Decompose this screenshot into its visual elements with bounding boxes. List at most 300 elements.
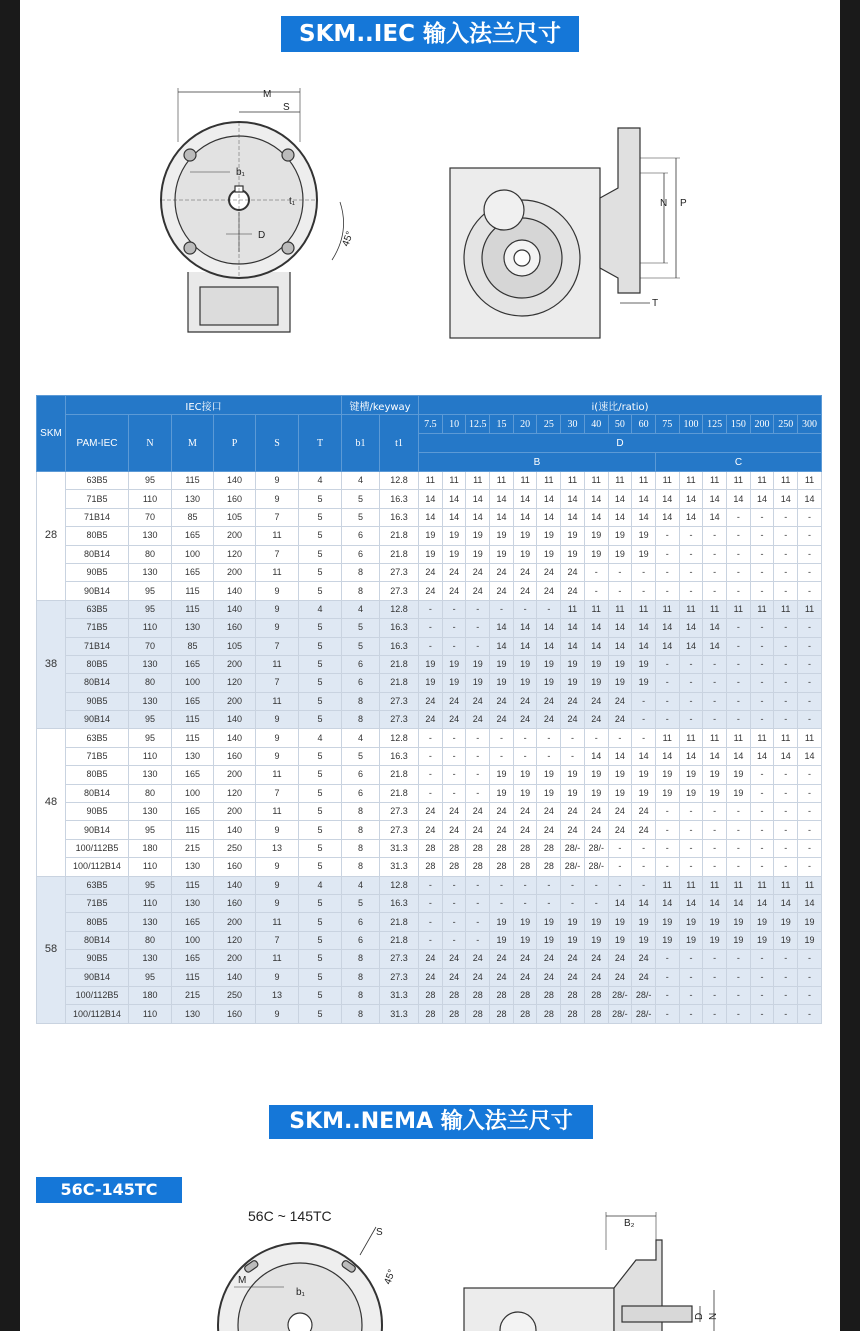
table-cell: 14 [608,894,632,912]
label-nema-B2: B₂ [624,1218,635,1229]
pam-iec-cell: 80B5 [66,913,129,931]
table-cell: 5 [299,747,342,765]
table-cell: 19 [608,766,632,784]
pam-iec-cell: 90B5 [66,950,129,968]
table-cell: 9 [256,894,299,912]
skm-size-cell: 28 [37,472,66,601]
table-cell: 5 [299,490,342,508]
table-cell: - [726,711,750,729]
table-cell: 110 [129,1005,172,1023]
table-cell: 110 [129,858,172,876]
table-cell: 4 [342,600,380,618]
table-cell: 21.8 [380,545,419,563]
table-cell: 21.8 [380,655,419,673]
table-cell: 28 [513,986,537,1004]
table-cell: 130 [129,563,172,581]
table-cell: 80 [129,784,172,802]
table-row [37,563,822,581]
table-cell: 28 [537,858,561,876]
table-cell: - [750,766,774,784]
table-cell: 14 [679,747,703,765]
pam-iec-cell: 63B5 [66,472,129,490]
table-cell: - [679,858,703,876]
table-cell: 5 [299,563,342,581]
table-cell: 180 [129,986,172,1004]
table-cell: 24 [419,563,443,581]
table-cell: 19 [419,655,443,673]
table-cell: 28/- [632,1005,656,1023]
table-cell: 28 [561,986,585,1004]
label-nema-D: D [694,1312,705,1320]
table-cell: 19 [490,784,514,802]
table-cell: 14 [655,490,679,508]
table-cell: - [774,986,798,1004]
table-cell: - [703,527,727,545]
skm-size-cell: 58 [37,876,66,1023]
table-cell: - [750,950,774,968]
table-cell: 19 [632,674,656,692]
table-cell: 19 [608,674,632,692]
table-cell: 180 [129,839,172,857]
table-cell: - [584,582,608,600]
table-cell: 24 [442,968,466,986]
table-cell: 11 [798,600,822,618]
table-cell: 14 [513,619,537,637]
table-cell: 11 [774,876,798,894]
table-cell: 200 [214,692,256,710]
table-cell: 11 [703,600,727,618]
header-iec: IEC接口 [66,396,342,415]
table-cell: 28/- [584,858,608,876]
table-cell: 9 [256,619,299,637]
table-cell: 19 [513,784,537,802]
nema-front-view-drawing [200,1205,400,1331]
table-cell: 24 [466,692,490,710]
table-cell: 19 [726,784,750,802]
table-cell: - [679,803,703,821]
table-cell: 5 [299,619,342,637]
table-cell: 27.3 [380,563,419,581]
table-cell: - [419,913,443,931]
table-cell: 5 [299,766,342,784]
table-cell: - [655,858,679,876]
table-cell: 11 [774,600,798,618]
table-cell: - [442,729,466,747]
table-cell: 14 [655,508,679,526]
table-cell: 6 [342,784,380,802]
table-cell: 11 [750,729,774,747]
table-cell: 11 [256,950,299,968]
table-cell: 31.3 [380,1005,419,1023]
header-ratio: i(速比/ratio) [419,396,822,415]
table-row [37,674,822,692]
table-cell: 14 [655,894,679,912]
table-cell: 130 [172,619,214,637]
table-cell: - [419,600,443,618]
label-nema-N: N [708,1312,719,1320]
table-cell: - [726,950,750,968]
table-cell: 9 [256,968,299,986]
table-cell: - [419,619,443,637]
table-cell: 19 [726,913,750,931]
table-cell: 11 [256,527,299,545]
table-cell: - [774,1005,798,1023]
table-cell: 5 [342,490,380,508]
table-cell: 24 [632,950,656,968]
table-cell: 140 [214,711,256,729]
table-cell: 9 [256,821,299,839]
table-cell: 28 [442,986,466,1004]
table-cell: 24 [537,582,561,600]
table-cell: 13 [256,839,299,857]
table-cell: 19 [584,931,608,949]
table-cell: 165 [172,803,214,821]
table-cell: 14 [703,508,727,526]
table-cell: - [750,527,774,545]
table-cell: 8 [342,986,380,1004]
table-cell: 24 [442,692,466,710]
table-cell: - [774,655,798,673]
table-cell: 6 [342,931,380,949]
table-cell: 14 [537,619,561,637]
table-cell: - [750,1005,774,1023]
table-cell: - [608,839,632,857]
table-cell: 28 [537,986,561,1004]
pam-iec-cell: 80B5 [66,527,129,545]
table-cell: 5 [342,894,380,912]
table-cell: - [750,803,774,821]
label-S: S [283,102,290,113]
pam-iec-cell: 90B5 [66,803,129,821]
table-cell: 14 [726,490,750,508]
table-cell: 24 [537,950,561,968]
table-cell: 19 [632,931,656,949]
table-cell: 95 [129,729,172,747]
table-cell: - [703,711,727,729]
table-cell: 11 [561,600,585,618]
table-cell: 9 [256,729,299,747]
table-cell: - [608,563,632,581]
table-cell: 5 [299,931,342,949]
table-cell: 19 [561,766,585,784]
table-cell: 165 [172,950,214,968]
table-cell: - [584,894,608,912]
header-N: N [129,415,172,472]
table-cell: - [537,729,561,747]
label-N: N [660,198,668,209]
table-cell: 130 [172,894,214,912]
table-cell: 130 [129,527,172,545]
table-cell: - [419,784,443,802]
table-cell: - [442,747,466,765]
table-cell: 19 [537,784,561,802]
table-cell: 11 [608,472,632,490]
table-cell: 14 [537,490,561,508]
table-cell: 19 [655,784,679,802]
table-cell: - [703,545,727,563]
table-cell: 19 [561,527,585,545]
table-row [37,803,822,821]
table-cell: 24 [419,582,443,600]
table-cell: 24 [632,821,656,839]
pam-iec-cell: 100/112B5 [66,839,129,857]
table-cell: 5 [299,711,342,729]
table-cell: 130 [129,803,172,821]
table-cell: 14 [513,637,537,655]
label-P: P [680,198,687,209]
table-cell: 19 [655,931,679,949]
table-cell: 11 [608,600,632,618]
table-cell: 14 [442,490,466,508]
table-cell: 24 [442,563,466,581]
table-cell: - [655,839,679,857]
table-cell: 14 [466,490,490,508]
table-row [37,913,822,931]
table-cell: - [726,545,750,563]
table-cell: 200 [214,527,256,545]
table-cell: - [798,637,822,655]
table-cell: - [419,931,443,949]
table-cell: 14 [608,490,632,508]
table-cell: - [750,839,774,857]
table-cell: 28 [537,839,561,857]
table-cell: - [561,747,585,765]
table-cell: 24 [513,692,537,710]
table-cell: 5 [299,821,342,839]
table-cell: 12.8 [380,600,419,618]
table-cell: 115 [172,968,214,986]
table-cell: 7 [256,674,299,692]
table-cell: 6 [342,674,380,692]
table-cell: - [632,858,656,876]
table-cell: 19 [632,784,656,802]
table-cell: 19 [774,931,798,949]
header-ratio-value: 125 [703,415,727,434]
table-cell: 14 [679,508,703,526]
table-cell: 115 [172,711,214,729]
table-cell: 11 [750,600,774,618]
table-cell: - [750,784,774,802]
table-cell: 24 [632,968,656,986]
table-cell: 7 [256,637,299,655]
table-cell: 24 [608,821,632,839]
table-row [37,472,822,490]
table-cell: 24 [561,968,585,986]
table-cell: - [466,766,490,784]
pam-iec-cell: 90B14 [66,821,129,839]
table-cell: 8 [342,582,380,600]
table-row [37,545,822,563]
table-cell: 24 [513,711,537,729]
header-ratio-value: 30 [561,415,585,434]
table-cell: 130 [172,747,214,765]
table-cell: - [442,766,466,784]
pam-iec-cell: 71B14 [66,508,129,526]
table-cell: 11 [726,729,750,747]
table-cell: 19 [490,931,514,949]
table-cell: - [655,1005,679,1023]
table-cell: 28 [419,986,443,1004]
table-cell: - [726,619,750,637]
table-cell: 24 [490,711,514,729]
table-cell: 80 [129,545,172,563]
table-cell: 19 [750,913,774,931]
skm-size-cell: 38 [37,600,66,729]
table-cell: 28 [537,1005,561,1023]
table-cell: 19 [561,674,585,692]
header-ratio-value: 200 [750,415,774,434]
table-cell: 215 [172,839,214,857]
table-cell: 14 [679,637,703,655]
table-cell: 24 [513,968,537,986]
table-cell: 4 [299,876,342,894]
table-cell: - [679,563,703,581]
table-cell: - [726,655,750,673]
table-cell: - [798,619,822,637]
table-cell: 5 [299,858,342,876]
label-b1: b₁ [236,167,245,178]
table-cell: 14 [584,747,608,765]
table-cell: - [726,968,750,986]
table-cell: - [774,619,798,637]
table-cell: 24 [490,582,514,600]
table-cell: 19 [537,766,561,784]
header-keyway: 键槽/keyway [342,396,419,415]
table-cell: - [750,545,774,563]
header-M: M [172,415,214,472]
table-cell: 8 [342,858,380,876]
table-cell: - [774,821,798,839]
table-cell: 4 [299,472,342,490]
table-cell: - [466,913,490,931]
table-cell: 31.3 [380,858,419,876]
table-cell: 28 [584,986,608,1004]
table-cell: 9 [256,747,299,765]
table-cell: 14 [584,508,608,526]
table-cell: - [608,729,632,747]
table-cell: - [726,582,750,600]
table-cell: 165 [172,563,214,581]
table-cell: - [655,950,679,968]
table-cell: 19 [466,674,490,692]
table-row [37,1005,822,1023]
table-cell: - [513,729,537,747]
table-cell: 7 [256,931,299,949]
table-cell: 21.8 [380,784,419,802]
table-cell: - [726,527,750,545]
table-cell: 16.3 [380,747,419,765]
label-nema-M: M [238,1275,247,1286]
table-cell: 19 [726,766,750,784]
table-cell: 28 [466,1005,490,1023]
pam-iec-cell: 63B5 [66,729,129,747]
table-cell: - [419,766,443,784]
table-cell: 11 [584,472,608,490]
table-cell: 19 [490,527,514,545]
table-cell: 8 [342,563,380,581]
table-row [37,858,822,876]
table-cell: 115 [172,876,214,894]
table-cell: 24 [490,692,514,710]
table-cell: - [632,876,656,894]
table-cell: 6 [342,527,380,545]
table-cell: - [561,894,585,912]
table-cell: 19 [608,655,632,673]
table-cell: 14 [419,508,443,526]
table-cell: 200 [214,803,256,821]
table-cell: 115 [172,600,214,618]
table-cell: - [513,600,537,618]
label-t1: t₁ [289,196,296,207]
table-cell: 28 [442,1005,466,1023]
table-cell: 5 [299,968,342,986]
header-ratio-value: 12.5 [466,415,490,434]
table-cell: 130 [129,766,172,784]
table-cell: - [679,839,703,857]
table-cell: 11 [256,913,299,931]
table-cell: - [750,563,774,581]
table-cell: - [442,876,466,894]
table-cell: 14 [703,637,727,655]
table-cell: - [466,894,490,912]
table-cell: 11 [798,472,822,490]
pam-iec-cell: 80B5 [66,655,129,673]
table-cell: 11 [442,472,466,490]
table-cell: 130 [129,913,172,931]
table-cell: 19 [442,655,466,673]
pam-iec-cell: 71B5 [66,894,129,912]
table-cell: 24 [419,968,443,986]
table-cell: 24 [584,711,608,729]
table-cell: - [679,655,703,673]
table-cell: - [679,674,703,692]
table-cell: 160 [214,894,256,912]
table-cell: 14 [750,894,774,912]
table-row [37,950,822,968]
table-cell: 19 [679,766,703,784]
table-cell: - [726,986,750,1004]
table-cell: - [774,582,798,600]
table-cell: 14 [798,747,822,765]
table-cell: 19 [419,674,443,692]
table-cell: 14 [466,508,490,526]
table-cell: 24 [419,950,443,968]
pam-iec-cell: 80B14 [66,545,129,563]
table-cell: 28/- [608,986,632,1004]
table-cell: 14 [584,637,608,655]
table-cell: 100 [172,545,214,563]
table-cell: 14 [798,490,822,508]
table-cell: 28 [490,839,514,857]
table-cell: 11 [513,472,537,490]
table-cell: 19 [655,766,679,784]
table-row [37,490,822,508]
table-cell: 11 [632,472,656,490]
table-cell: 110 [129,490,172,508]
table-cell: - [798,655,822,673]
table-cell: 14 [726,894,750,912]
table-cell: - [750,711,774,729]
table-cell: 11 [466,472,490,490]
table-cell: - [726,839,750,857]
table-cell: 27.3 [380,950,419,968]
table-cell: 9 [256,582,299,600]
table-cell: 160 [214,490,256,508]
table-cell: - [774,784,798,802]
table-cell: 27.3 [380,692,419,710]
table-cell: - [750,619,774,637]
table-cell: 14 [655,747,679,765]
